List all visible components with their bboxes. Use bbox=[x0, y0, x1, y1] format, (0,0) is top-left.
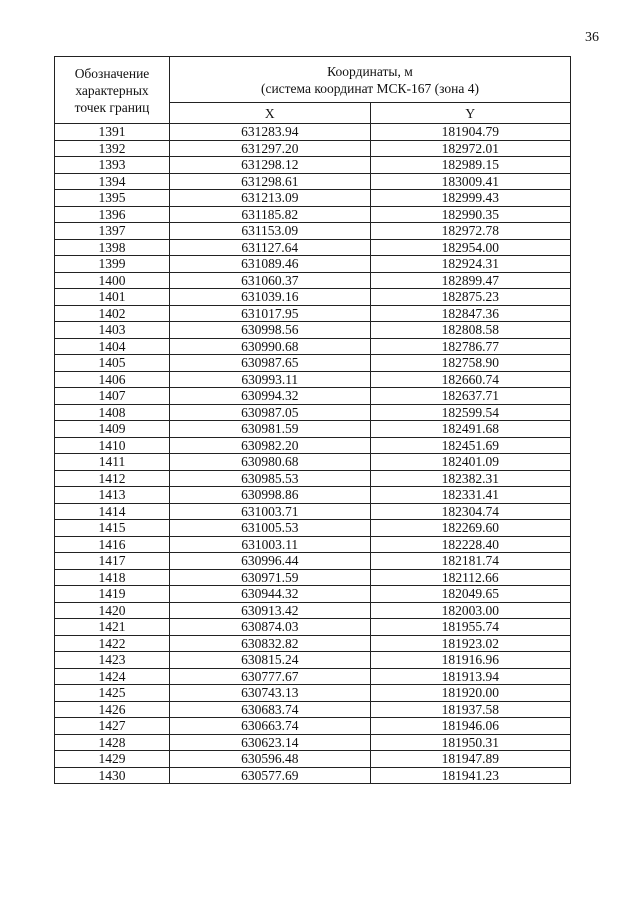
point-id-cell: 1393 bbox=[55, 157, 170, 174]
x-coordinate-cell: 630981.59 bbox=[170, 421, 371, 438]
point-id-cell: 1394 bbox=[55, 173, 170, 190]
y-coordinate-cell: 182269.60 bbox=[370, 520, 571, 537]
x-coordinate-cell: 630832.82 bbox=[170, 635, 371, 652]
y-coordinate-cell: 182181.74 bbox=[370, 553, 571, 570]
coordinates-header-line1: Координаты, м bbox=[327, 63, 413, 79]
y-coordinate-cell: 181941.23 bbox=[370, 767, 571, 784]
y-coordinate-cell: 182599.54 bbox=[370, 404, 571, 421]
x-coordinate-cell: 630683.74 bbox=[170, 701, 371, 718]
y-coordinate-cell: 181946.06 bbox=[370, 718, 571, 735]
x-coordinate-cell: 631127.64 bbox=[170, 239, 371, 256]
table-row bbox=[55, 718, 571, 735]
table-row bbox=[55, 305, 571, 322]
y-coordinate-cell: 181950.31 bbox=[370, 734, 571, 751]
y-coordinate-cell: 182660.74 bbox=[370, 371, 571, 388]
table-row bbox=[55, 569, 571, 586]
x-coordinate-cell: 630971.59 bbox=[170, 569, 371, 586]
table-row bbox=[55, 767, 571, 784]
y-coordinate-cell: 181920.00 bbox=[370, 685, 571, 702]
designation-header-line1: Обозначение bbox=[74, 65, 150, 81]
x-coordinate-cell: 631003.11 bbox=[170, 536, 371, 553]
point-id-cell: 1399 bbox=[55, 256, 170, 273]
table-row bbox=[55, 190, 571, 207]
y-coordinate-cell: 182924.31 bbox=[370, 256, 571, 273]
table-row bbox=[55, 437, 571, 454]
y-coordinate-cell: 182003.00 bbox=[370, 602, 571, 619]
x-coordinate-cell: 630577.69 bbox=[170, 767, 371, 784]
table-row bbox=[55, 536, 571, 553]
y-coordinate-cell: 182491.68 bbox=[370, 421, 571, 438]
point-id-cell: 1404 bbox=[55, 338, 170, 355]
x-coordinate-cell: 631060.37 bbox=[170, 272, 371, 289]
point-id-cell: 1419 bbox=[55, 586, 170, 603]
y-coordinate-cell: 181947.89 bbox=[370, 751, 571, 768]
point-id-cell: 1405 bbox=[55, 355, 170, 372]
x-coordinate-cell: 631297.20 bbox=[170, 140, 371, 157]
table-header bbox=[55, 57, 571, 124]
designation-header-line3: точек границ bbox=[74, 99, 150, 115]
point-id-cell: 1415 bbox=[55, 520, 170, 537]
table-row bbox=[55, 355, 571, 372]
point-id-cell: 1414 bbox=[55, 503, 170, 520]
y-coordinate-cell: 182875.23 bbox=[370, 289, 571, 306]
x-coordinate-cell: 631017.95 bbox=[170, 305, 371, 322]
y-coordinate-cell: 182999.43 bbox=[370, 190, 571, 207]
y-coordinate-cell: 182637.71 bbox=[370, 388, 571, 405]
point-id-cell: 1409 bbox=[55, 421, 170, 438]
x-coordinate-cell: 630998.86 bbox=[170, 487, 371, 504]
point-id-cell: 1407 bbox=[55, 388, 170, 405]
table-row bbox=[55, 404, 571, 421]
x-column-header: X bbox=[170, 103, 371, 124]
x-coordinate-cell: 630874.03 bbox=[170, 619, 371, 636]
x-coordinate-cell: 631153.09 bbox=[170, 223, 371, 240]
coordinates-header bbox=[170, 57, 571, 103]
table-row bbox=[55, 487, 571, 504]
point-id-cell: 1408 bbox=[55, 404, 170, 421]
table-row bbox=[55, 124, 571, 141]
x-coordinate-cell: 630998.56 bbox=[170, 322, 371, 339]
x-coordinate-cell: 630987.05 bbox=[170, 404, 371, 421]
y-coordinate-cell: 181904.79 bbox=[370, 124, 571, 141]
point-id-cell: 1416 bbox=[55, 536, 170, 553]
x-coordinate-cell: 630985.53 bbox=[170, 470, 371, 487]
coordinates-header-line2: (система координат МСК-167 (зона 4) bbox=[260, 80, 480, 96]
table-row bbox=[55, 553, 571, 570]
table-row bbox=[55, 157, 571, 174]
y-coordinate-cell: 182847.36 bbox=[370, 305, 571, 322]
table-row bbox=[55, 388, 571, 405]
y-coordinate-cell: 182049.65 bbox=[370, 586, 571, 603]
x-coordinate-cell: 631003.71 bbox=[170, 503, 371, 520]
y-coordinate-cell: 182331.41 bbox=[370, 487, 571, 504]
table-row bbox=[55, 701, 571, 718]
table-row bbox=[55, 586, 571, 603]
x-coordinate-cell: 630815.24 bbox=[170, 652, 371, 669]
y-column-header: Y bbox=[370, 103, 571, 124]
point-id-cell: 1423 bbox=[55, 652, 170, 669]
table-row bbox=[55, 619, 571, 636]
point-id-cell: 1406 bbox=[55, 371, 170, 388]
x-coordinate-cell: 631039.16 bbox=[170, 289, 371, 306]
table-row bbox=[55, 371, 571, 388]
point-id-cell: 1396 bbox=[55, 206, 170, 223]
table-row bbox=[55, 289, 571, 306]
y-coordinate-cell: 181937.58 bbox=[370, 701, 571, 718]
x-coordinate-cell: 630980.68 bbox=[170, 454, 371, 471]
point-id-cell: 1397 bbox=[55, 223, 170, 240]
point-id-cell: 1421 bbox=[55, 619, 170, 636]
y-coordinate-cell: 182808.58 bbox=[370, 322, 571, 339]
y-coordinate-cell: 182758.90 bbox=[370, 355, 571, 372]
y-coordinate-cell: 182401.09 bbox=[370, 454, 571, 471]
table-row bbox=[55, 652, 571, 669]
x-coordinate-cell: 630663.74 bbox=[170, 718, 371, 735]
table-row bbox=[55, 520, 571, 537]
table-body bbox=[55, 124, 571, 784]
x-coordinate-cell: 630987.65 bbox=[170, 355, 371, 372]
point-id-cell: 1425 bbox=[55, 685, 170, 702]
point-id-cell: 1391 bbox=[55, 124, 170, 141]
table-row bbox=[55, 173, 571, 190]
designation-header bbox=[55, 57, 170, 124]
point-id-cell: 1398 bbox=[55, 239, 170, 256]
table-row bbox=[55, 338, 571, 355]
table-row bbox=[55, 206, 571, 223]
x-coordinate-cell: 631005.53 bbox=[170, 520, 371, 537]
designation-header-line2: характерных bbox=[75, 82, 149, 98]
y-coordinate-cell: 181916.96 bbox=[370, 652, 571, 669]
point-id-cell: 1401 bbox=[55, 289, 170, 306]
y-coordinate-cell: 182304.74 bbox=[370, 503, 571, 520]
y-coordinate-cell: 182112.66 bbox=[370, 569, 571, 586]
y-coordinate-cell: 181955.74 bbox=[370, 619, 571, 636]
x-coordinate-cell: 630994.32 bbox=[170, 388, 371, 405]
y-coordinate-cell: 182382.31 bbox=[370, 470, 571, 487]
coordinates-table bbox=[54, 56, 571, 784]
point-id-cell: 1411 bbox=[55, 454, 170, 471]
table-row bbox=[55, 734, 571, 751]
x-coordinate-cell: 630990.68 bbox=[170, 338, 371, 355]
y-coordinate-cell: 181923.02 bbox=[370, 635, 571, 652]
x-coordinate-cell: 630982.20 bbox=[170, 437, 371, 454]
table-row bbox=[55, 421, 571, 438]
x-coordinate-cell: 630993.11 bbox=[170, 371, 371, 388]
y-coordinate-cell: 182972.78 bbox=[370, 223, 571, 240]
y-coordinate-cell: 182451.69 bbox=[370, 437, 571, 454]
point-id-cell: 1403 bbox=[55, 322, 170, 339]
table-row bbox=[55, 685, 571, 702]
x-coordinate-cell: 630743.13 bbox=[170, 685, 371, 702]
point-id-cell: 1400 bbox=[55, 272, 170, 289]
y-coordinate-cell: 182989.15 bbox=[370, 157, 571, 174]
x-coordinate-cell: 630913.42 bbox=[170, 602, 371, 619]
point-id-cell: 1422 bbox=[55, 635, 170, 652]
point-id-cell: 1429 bbox=[55, 751, 170, 768]
page-number: 36 bbox=[585, 30, 599, 45]
x-coordinate-cell: 631089.46 bbox=[170, 256, 371, 273]
point-id-cell: 1418 bbox=[55, 569, 170, 586]
y-coordinate-cell: 181913.94 bbox=[370, 668, 571, 685]
x-coordinate-cell: 631185.82 bbox=[170, 206, 371, 223]
point-id-cell: 1410 bbox=[55, 437, 170, 454]
table-row bbox=[55, 256, 571, 273]
table-row bbox=[55, 272, 571, 289]
x-coordinate-cell: 630944.32 bbox=[170, 586, 371, 603]
point-id-cell: 1412 bbox=[55, 470, 170, 487]
table-row bbox=[55, 470, 571, 487]
point-id-cell: 1413 bbox=[55, 487, 170, 504]
x-coordinate-cell: 631298.61 bbox=[170, 173, 371, 190]
x-coordinate-cell: 630596.48 bbox=[170, 751, 371, 768]
y-coordinate-cell: 182786.77 bbox=[370, 338, 571, 355]
table-row bbox=[55, 454, 571, 471]
point-id-cell: 1428 bbox=[55, 734, 170, 751]
point-id-cell: 1395 bbox=[55, 190, 170, 207]
x-coordinate-cell: 631213.09 bbox=[170, 190, 371, 207]
point-id-cell: 1417 bbox=[55, 553, 170, 570]
point-id-cell: 1426 bbox=[55, 701, 170, 718]
table-row bbox=[55, 751, 571, 768]
y-coordinate-cell: 182954.00 bbox=[370, 239, 571, 256]
x-coordinate-cell: 630777.67 bbox=[170, 668, 371, 685]
table-row bbox=[55, 668, 571, 685]
table-row bbox=[55, 503, 571, 520]
point-id-cell: 1420 bbox=[55, 602, 170, 619]
y-coordinate-cell: 182228.40 bbox=[370, 536, 571, 553]
table-row bbox=[55, 140, 571, 157]
x-coordinate-cell: 630996.44 bbox=[170, 553, 371, 570]
table-row bbox=[55, 635, 571, 652]
point-id-cell: 1427 bbox=[55, 718, 170, 735]
y-coordinate-cell: 182972.01 bbox=[370, 140, 571, 157]
point-id-cell: 1392 bbox=[55, 140, 170, 157]
point-id-cell: 1402 bbox=[55, 305, 170, 322]
point-id-cell: 1430 bbox=[55, 767, 170, 784]
table-row bbox=[55, 322, 571, 339]
x-coordinate-cell: 631283.94 bbox=[170, 124, 371, 141]
y-coordinate-cell: 183009.41 bbox=[370, 173, 571, 190]
table-row bbox=[55, 239, 571, 256]
x-coordinate-cell: 631298.12 bbox=[170, 157, 371, 174]
y-coordinate-cell: 182990.35 bbox=[370, 206, 571, 223]
y-coordinate-cell: 182899.47 bbox=[370, 272, 571, 289]
table-row bbox=[55, 223, 571, 240]
point-id-cell: 1424 bbox=[55, 668, 170, 685]
x-coordinate-cell: 630623.14 bbox=[170, 734, 371, 751]
table-row bbox=[55, 602, 571, 619]
